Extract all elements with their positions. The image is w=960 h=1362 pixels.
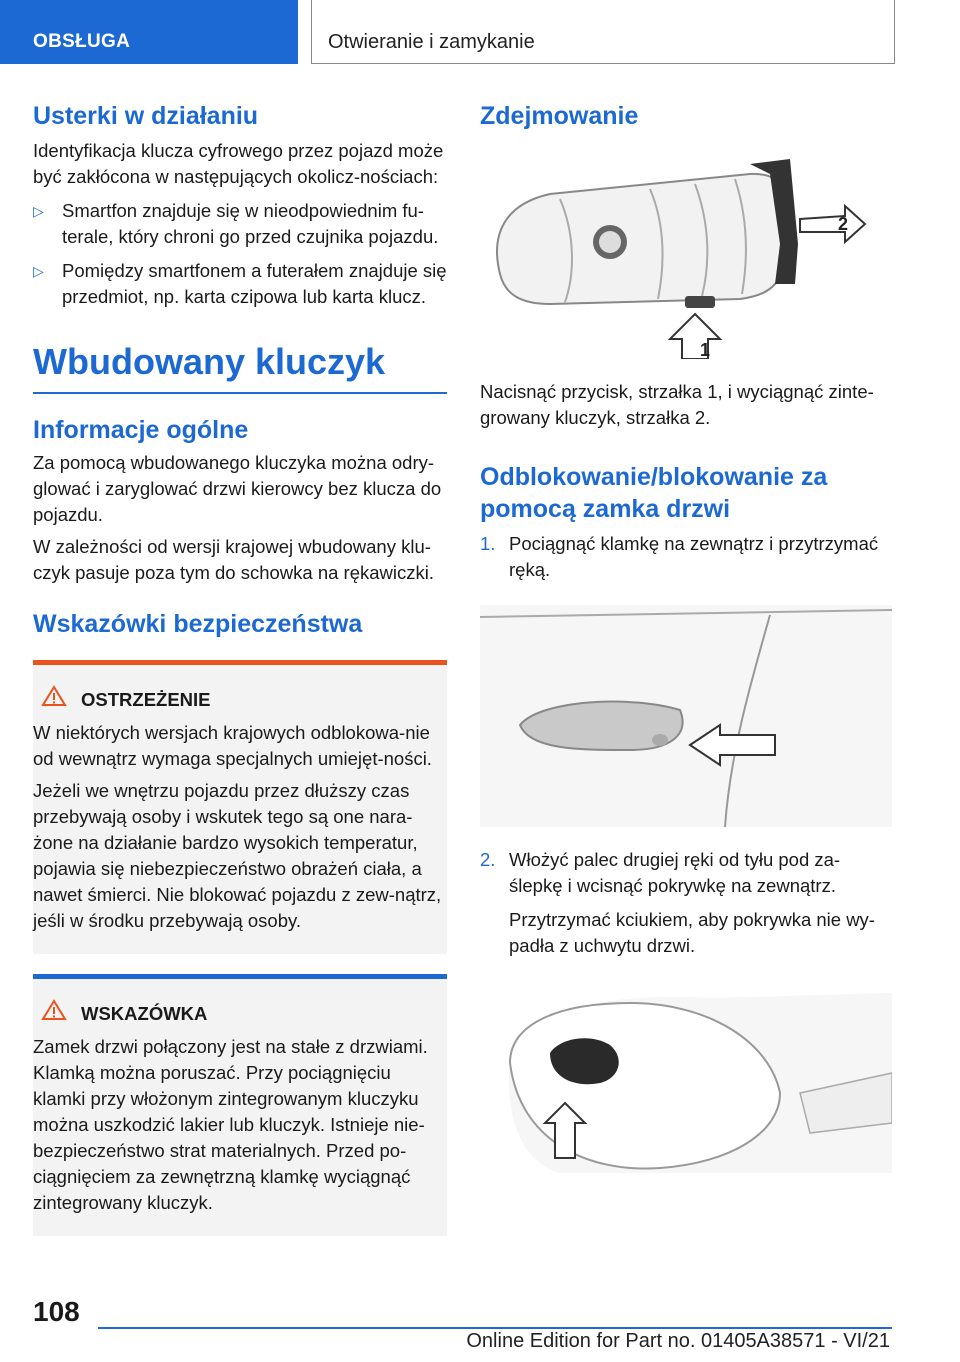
- heading-wskazowki: Wskazówki bezpieczeństwa: [33, 610, 363, 638]
- door-handle-figure: [480, 605, 892, 827]
- hint-box: [33, 974, 447, 1236]
- key-cylinder-figure: [480, 983, 892, 1173]
- warning-title: OSTRZEŻENIE: [33, 685, 447, 714]
- heading-informacje: Informacje ogólne: [33, 416, 249, 444]
- footer-divider: [98, 1327, 892, 1329]
- arrow-label-1: 1: [700, 340, 711, 359]
- bullet-triangle-icon: ▷: [33, 263, 44, 279]
- right-column: [480, 100, 892, 1173]
- list-item: 1. Pociągnąć klamkę na zewnątrz i przytrzymać ręką.: [480, 533, 879, 580]
- hint-p1: Zamek drzwi połączony jest na stałe z drzwiami. Klamką można poruszać. Przy pociągnięciu klamki przy włożonym zintegrowanym kluczyku można uszkodzić lakier lub kluczyk. Istnieje nie-bezpieczeństwo strat materialnych. Przed po-ciągnięciem za zewnętrzną klamkę wyciągnąć zintegrowany kluczyk.: [33, 1036, 428, 1213]
- section-tab: OBSŁUGA: [0, 0, 298, 64]
- list-item: ▷ Pomiędzy smartfonem a futerałem znajduje się przedmiot, np. karta czipowa lub karta klucz.: [33, 260, 447, 307]
- heading-zdejmowanie: Zdejmowanie: [480, 102, 639, 130]
- heading-odblokowanie: Odblokowanie/blokowanie za pomocą zamka drzwi: [480, 463, 828, 523]
- warning-box: [33, 660, 447, 954]
- lock-cover-illustration: [480, 983, 892, 1173]
- usterki-intro: Identyfikacja klucza cyfrowego przez pojazd może być zakłócona w następujących okolicz-nościach:: [33, 140, 444, 187]
- page-header: [0, 0, 960, 66]
- edition-note: Online Edition for Part no. 01405A38571 - VI/21: [466, 1330, 890, 1352]
- list-item: 2. Włożyć palec drugiej ręki od tyłu pod za-ślepkę i wcisnąć pokrywkę na zewnątrz.: [480, 849, 841, 896]
- notice-triangle-icon: [33, 999, 81, 1028]
- door-handle-illustration: [480, 605, 892, 827]
- bullet-triangle-icon: ▷: [33, 203, 44, 219]
- informacje-p2: W zależności od wersji krajowej wbudowany klu-czyk pasuje poza tym do schowka na rękawiczki.: [33, 536, 435, 583]
- informacje-p1: Za pomocą wbudowanego kluczyka można odry-glować i zaryglować drzwi kierowcy bez klucza do pojazdu.: [33, 452, 442, 525]
- hint-title: WSKAZÓWKA: [33, 999, 447, 1028]
- left-column: [33, 100, 447, 1236]
- arrow-label-2: 2: [838, 214, 849, 234]
- key-removal-illustration: [480, 144, 892, 359]
- warning-p2: Jeżeli we wnętrzu pojazdu przez dłuższy czas przebywają osoby i wskutek tego są one nara-żone na działanie bardzo wysokich temperatur, pojawia się niebezpieczeństwo obrażeń ciała, a nawet śmierci. Nie blokować pojazdu z zew-nątrz, jeśli w środku przebywają osoby.: [33, 780, 442, 931]
- chapter-title: Otwieranie i zamykanie: [311, 0, 895, 64]
- list-item: ▷ Smartfon znajduje się w nieodpowiednim fu-terale, który chroni go przed czujnika pojazdu.: [33, 200, 439, 247]
- warning-p1: W niektórych wersjach krajowych odblokowa-nie od wewnątrz wymaga specjalnych umiejęt-ności.: [33, 722, 432, 769]
- warning-triangle-icon: [33, 685, 81, 714]
- heading-wbudowany: Wbudowany kluczyk: [33, 340, 447, 394]
- zdejmowanie-text: Nacisnąć przycisk, strzałka 1, i wyciągnąć zinte-growany kluczyk, strzałka 2.: [480, 381, 874, 428]
- key-figure: [480, 144, 892, 359]
- page-number: 108: [33, 1296, 80, 1327]
- heading-usterki: Usterki w działaniu: [33, 102, 259, 130]
- step2-extra: Przytrzymać kciukiem, aby pokrywka nie wy-padła z uchwytu drzwi.: [509, 909, 875, 956]
